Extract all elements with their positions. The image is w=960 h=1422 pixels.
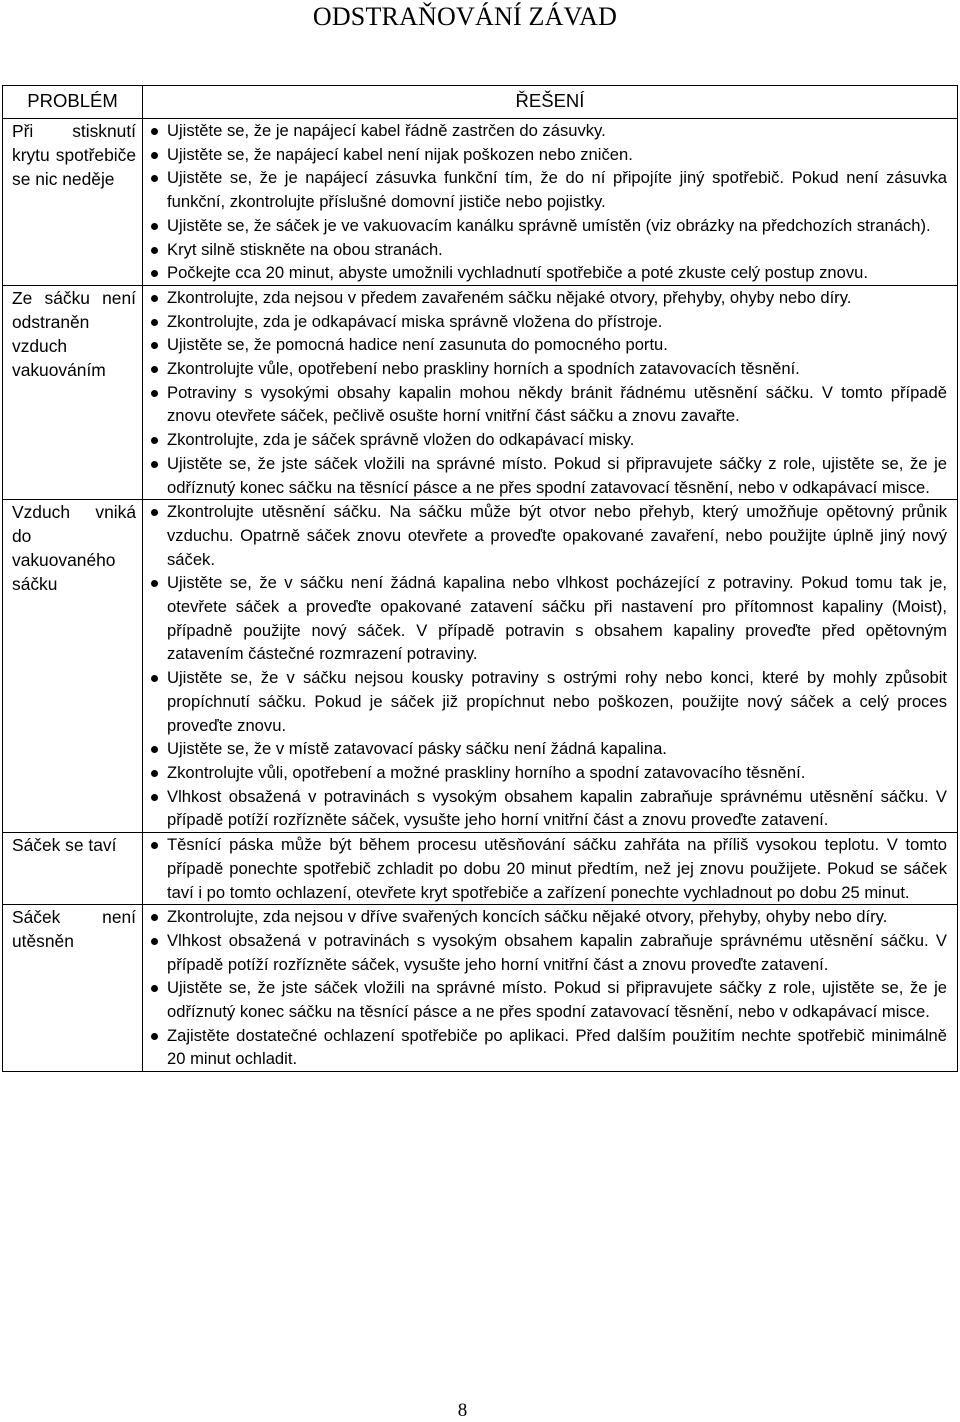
solution-item bbox=[151, 761, 947, 785]
table-row bbox=[3, 905, 958, 1072]
bullet-icon bbox=[151, 270, 158, 277]
bullet-icon bbox=[151, 342, 158, 349]
table-body bbox=[3, 119, 958, 1072]
bullet-icon bbox=[151, 842, 158, 849]
solution-text: Zkontrolujte, zda nejsou v dříve svařených koncích sáčku nějaké otvory, přehyby, ohyby nebo díry. bbox=[167, 907, 888, 927]
bullet-icon bbox=[151, 223, 158, 230]
solution-cell bbox=[143, 285, 958, 499]
solution-list bbox=[151, 833, 947, 904]
solution-list bbox=[151, 119, 947, 285]
solution-cell bbox=[143, 905, 958, 1072]
solution-item bbox=[151, 286, 947, 310]
troubleshooting-table bbox=[2, 85, 958, 1072]
solution-item bbox=[151, 976, 947, 1023]
solution-text: Potraviny s vysokými obsahy kapalin mohou někdy bránit řádnému utěsnění sáčku. V tomto případě znovu otevřete sáček, pečlivě osušte horní vnitřní část sáčku a znovu zavařte. bbox=[167, 382, 947, 426]
solution-item bbox=[151, 571, 947, 666]
solution-cell bbox=[143, 500, 958, 833]
solution-text: Kryt silně stiskněte na obou stranách. bbox=[167, 239, 443, 259]
bullet-icon bbox=[151, 366, 158, 373]
table-row bbox=[3, 500, 958, 833]
solution-text: Vlhkost obsažená v potravinách s vysokým obsahem kapalin zabraňuje správnému utěsnění sáčku. V případě potíží rozřízněte sáček, vysušte jeho horní vnitřní část a znovu proveďte zatavení. bbox=[167, 930, 947, 974]
solution-text: Ujistěte se, že jste sáček vložili na správné místo. Pokud si připravujete sáčky z role, ujistěte se, že je odříznutý konec sáčku na těsnící pásce a ne přes spodní zatavovací těsnění, nebo v odkapávací misce. bbox=[167, 978, 947, 1022]
solution-item bbox=[151, 905, 947, 929]
bullet-icon bbox=[151, 794, 158, 801]
solution-text: Ujistěte se, že sáček je ve vakuovacím kanálku správně umístěn (viz obrázky na předchozích stranách). bbox=[167, 215, 931, 235]
solution-item bbox=[151, 785, 947, 832]
bullet-icon bbox=[151, 914, 158, 921]
bullet-icon bbox=[151, 1033, 158, 1040]
solution-text: Zkontrolujte vůle, opotřebení nebo praskliny horních a spodních zatavovacích těsnění. bbox=[167, 359, 800, 379]
solution-text: Ujistěte se, že napájecí kabel není nijak poškozen nebo zničen. bbox=[167, 144, 633, 164]
solution-item bbox=[151, 238, 947, 262]
solution-text: Zkontrolujte utěsnění sáčku. Na sáčku může být otvor nebo přehyb, který umožňuje opětovný průnik vzduchu. Opatrně sáček znovu otevřete a proveďte opakované zavaření, nebo použijte úplně jiný nový sáček. bbox=[167, 502, 947, 569]
solution-item bbox=[151, 310, 947, 334]
solution-item bbox=[151, 452, 947, 499]
bullet-icon bbox=[151, 390, 158, 397]
bullet-icon bbox=[151, 247, 158, 254]
solution-item bbox=[151, 929, 947, 976]
solution-column-header: ŘEŠENÍ bbox=[143, 86, 958, 119]
solution-list bbox=[151, 286, 947, 499]
solution-text: Ujistěte se, že v sáčku nejsou kousky potraviny s ostrými rohy nebo konci, které by mohly způsobit propíchnutí sáčku. Pokud je sáček již propíchnut nebo poškozen, použijte nový sáček a celý proces proveďte znovu. bbox=[167, 668, 947, 735]
problem-column-header: PROBLÉM bbox=[3, 86, 143, 119]
solution-item bbox=[151, 500, 947, 571]
table-row bbox=[3, 833, 958, 905]
solution-text: Ujistěte se, že je napájecí kabel řádně zastrčen do zásuvky. bbox=[167, 121, 606, 140]
solution-item bbox=[151, 261, 947, 285]
table-row bbox=[3, 119, 958, 286]
solution-item bbox=[151, 214, 947, 238]
solution-text: Ujistěte se, že pomocná hadice není zasunuta do pomocného portu. bbox=[167, 335, 668, 355]
solution-text: Ujistěte se, že jste sáček vložili na správné místo. Pokud si připravujete sáčky z role, ujistěte se, že je odříznutý konec sáčku na těsnící pásce a ne přes spodní zatavovací těsnění, nebo v odkapávací misce. bbox=[167, 453, 947, 497]
bullet-icon bbox=[151, 437, 158, 444]
solution-cell bbox=[143, 833, 958, 905]
bullet-icon bbox=[151, 295, 158, 302]
solution-text: Ujistěte se, že v místě zatavovací pásky sáčku není žádná kapalina. bbox=[167, 739, 667, 759]
solution-item bbox=[151, 428, 947, 452]
problem-cell: Ze sáčku není odstraněn vzduch vakuováním bbox=[3, 285, 143, 499]
solution-list bbox=[151, 905, 947, 1071]
solution-item bbox=[151, 737, 947, 761]
solution-item bbox=[151, 381, 947, 428]
solution-item bbox=[151, 666, 947, 737]
solution-text: Vlhkost obsažená v potravinách s vysokým obsahem kapalin zabraňuje správnému utěsnění sáčku. V případě potíží rozřízněte sáček, vysušte jeho horní vnitřní část a znovu proveďte zatavení. bbox=[167, 786, 947, 830]
bullet-icon bbox=[151, 175, 158, 182]
solution-item bbox=[151, 357, 947, 381]
solution-cell bbox=[143, 119, 958, 286]
bullet-icon bbox=[151, 985, 158, 992]
solution-text: Zajistěte dostatečné ochlazení spotřebiče po aplikaci. Před dalším použitím nechte spotřebič minimálně 20 minut ochladit. bbox=[167, 1025, 947, 1069]
solution-text: Zkontrolujte, zda je sáček správně vložen do odkapávací misky. bbox=[167, 430, 635, 450]
solution-text: Zkontrolujte, zda nejsou v předem zavařeném sáčku nějaké otvory, přehyby, ohyby nebo díry. bbox=[167, 287, 852, 307]
problem-cell: Vzduch vniká do vakuovaného sáčku bbox=[3, 500, 143, 833]
bullet-icon bbox=[151, 319, 158, 326]
solution-text: Zkontrolujte vůli, opotřebení a možné praskliny horního a spodní zatavovacího těsnění. bbox=[167, 762, 806, 782]
bullet-icon bbox=[151, 746, 158, 753]
bullet-icon bbox=[151, 580, 158, 587]
solution-item bbox=[151, 166, 947, 213]
solution-text: Počkejte cca 20 minut, abyste umožnili vychladnutí spotřebiče a poté zkuste celý postup znovu. bbox=[167, 263, 869, 283]
bullet-icon bbox=[151, 152, 158, 159]
bullet-icon bbox=[151, 770, 158, 777]
page-title: ODSTRAŇOVÁNÍ ZÁVAD bbox=[312, 2, 618, 31]
bullet-icon bbox=[151, 675, 158, 682]
table-row bbox=[3, 285, 958, 499]
table-header-row bbox=[3, 86, 958, 119]
solution-item bbox=[151, 833, 947, 904]
problem-cell: Sáček se taví bbox=[3, 833, 143, 905]
bullet-icon bbox=[151, 938, 158, 945]
bullet-icon bbox=[151, 509, 158, 516]
solution-text: Ujistěte se, že v sáčku není žádná kapalina nebo vlhkost pocházející z potraviny. Pokud tomu tak je, otevřete sáček a proveďte opakované zatavení sáčku při nastavení pro přítomnost kapaliny (Moist), případně použijte nový sáček. V případě potravin s obsahem kapaliny proveďte před opětovným zatavením částečné rozmrazení potraviny. bbox=[167, 573, 947, 664]
page-number: 8 bbox=[457, 1400, 468, 1421]
solution-text: Těsnící páska může být během procesu utěsňování sáčku zahřáta na příliš vysokou teplotu. V tomto případě ponechte spotřebič zchladit po dobu 20 minut předtím, než jej znovu použijete. Pokud se sáček taví i po tomto ochlazení, otevřete kryt spotřebiče a zařízení ponechte vychladnout po dobu 25 minut. bbox=[167, 835, 947, 902]
problem-cell: Sáček není utěsněn bbox=[3, 905, 143, 1072]
solution-item bbox=[151, 1024, 947, 1071]
solution-item bbox=[151, 333, 947, 357]
bullet-icon bbox=[151, 461, 158, 468]
solution-item bbox=[151, 143, 947, 167]
solution-text: Zkontrolujte, zda je odkapávací miska správně vložena do přístroje. bbox=[167, 311, 663, 331]
solution-list bbox=[151, 500, 947, 832]
problem-cell: Při stisknutí krytu spotřebiče se nic neděje bbox=[3, 119, 143, 286]
bullet-icon bbox=[151, 128, 158, 135]
solution-item bbox=[151, 119, 947, 143]
solution-text: Ujistěte se, že je napájecí zásuvka funkční tím, že do ní připojíte jiný spotřebič. Pokud není zásuvka funkční, zkontrolujte příslušné domovní jističe nebo pojistky. bbox=[167, 168, 947, 212]
